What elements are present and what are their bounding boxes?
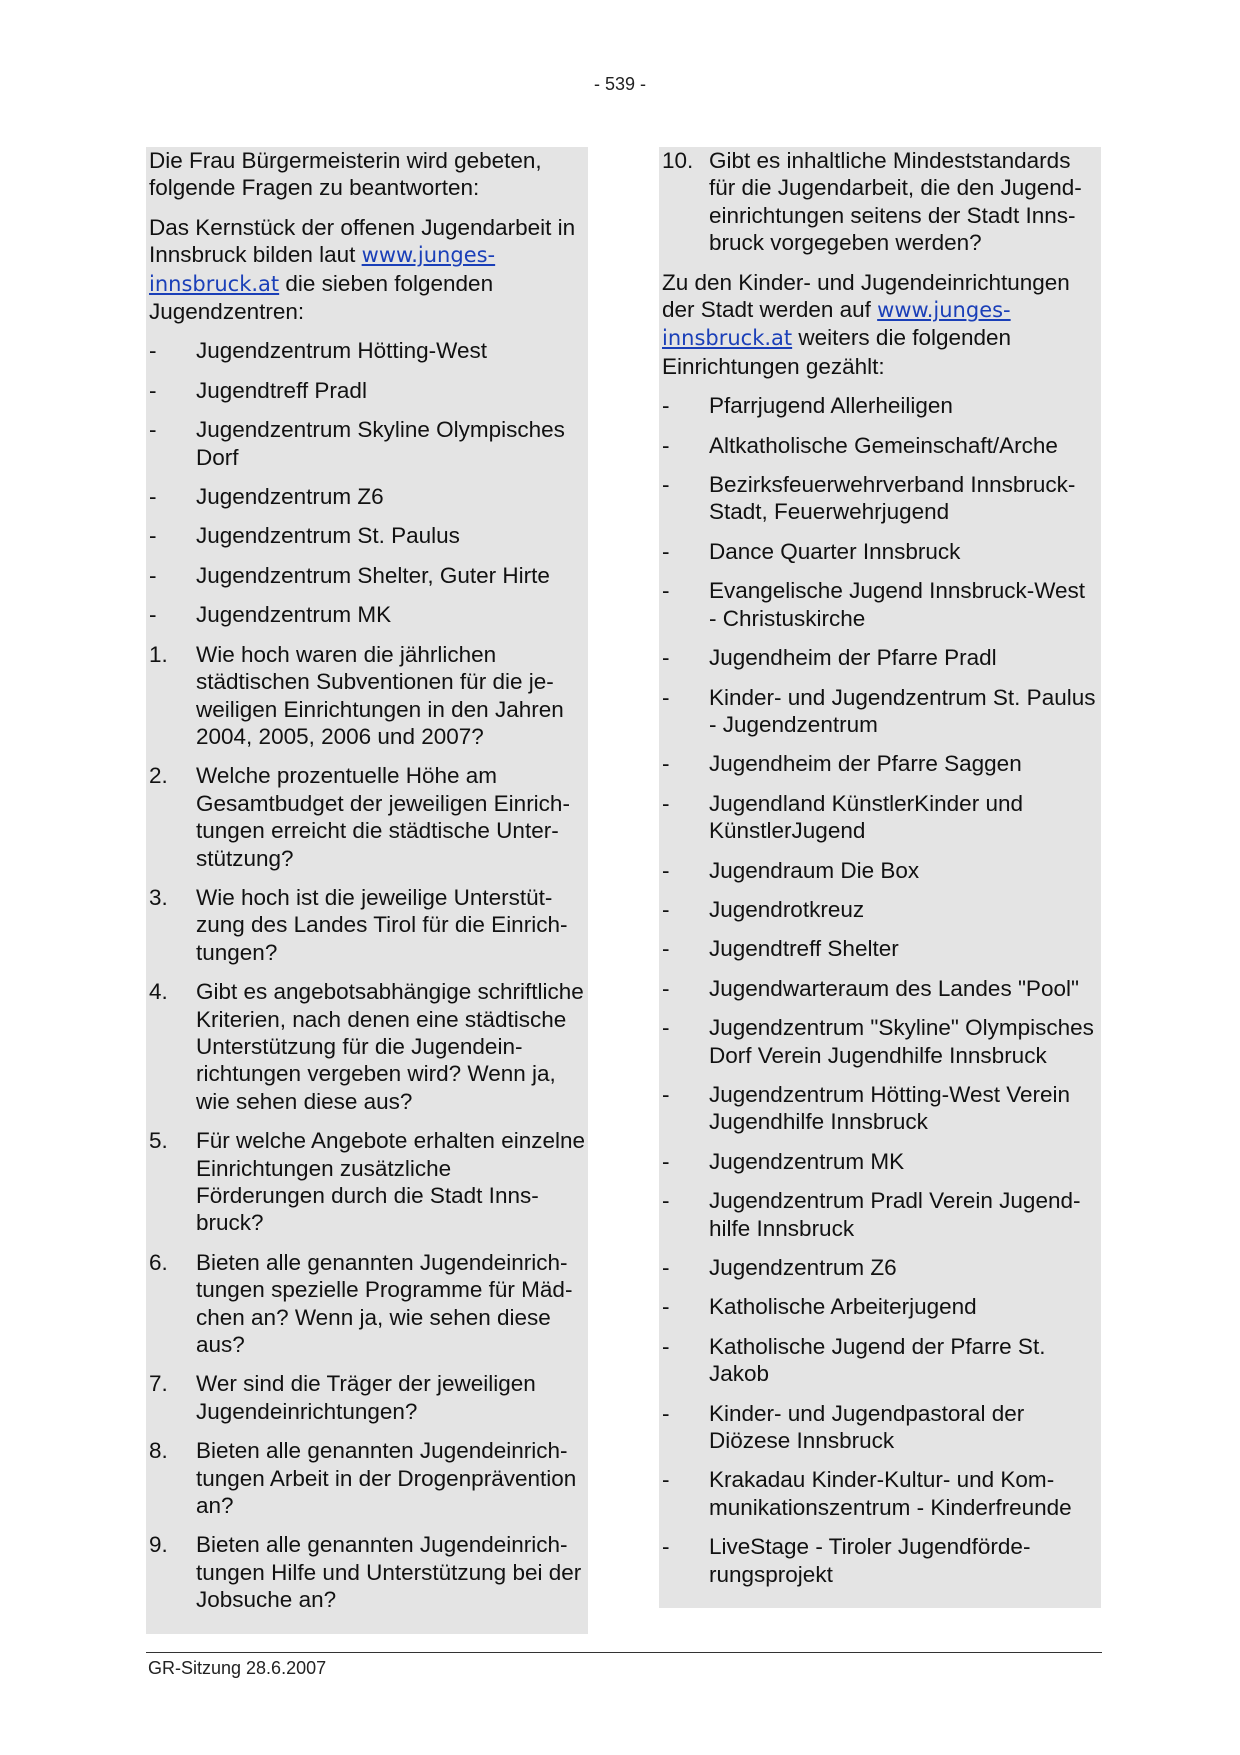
bullet-dash: - bbox=[662, 684, 670, 710]
question-item bbox=[149, 1531, 585, 1613]
left-column bbox=[146, 147, 588, 1634]
intro-before-link: Das Kernstück der offenen Jugendarbeit in Innsbruck bilden laut bbox=[149, 214, 576, 268]
bullet-dash: - bbox=[149, 602, 157, 628]
list-item-text: Jugendzentrum MK bbox=[196, 602, 392, 628]
footer-divider bbox=[146, 1652, 1102, 1653]
question-number: 8. bbox=[149, 1438, 168, 1464]
list-item-text: Pfarrjugend Allerheiligen bbox=[709, 393, 953, 419]
question-item bbox=[149, 762, 585, 872]
bullet-dash: - bbox=[662, 857, 670, 883]
list-item-text: LiveStage - Tiroler Jugendförderungsprojekt bbox=[709, 1534, 1031, 1587]
institutions-intro bbox=[662, 269, 1098, 381]
list-item bbox=[662, 684, 1098, 739]
question-text: Wie hoch ist die jeweilige Unterstützung des Landes Tirol für die Einrichtungen? bbox=[196, 884, 568, 965]
question-item bbox=[149, 1127, 585, 1237]
bullet-dash: - bbox=[662, 1148, 670, 1174]
list-item-text: Katholische Arbeiterjugend bbox=[709, 1294, 977, 1320]
list-item bbox=[662, 471, 1098, 526]
bullet-dash: - bbox=[662, 432, 670, 458]
list-item-text: Jugendzentrum Hötting-West Verein Jugendhilfe Innsbruck bbox=[709, 1081, 1071, 1135]
list-item-text: Jugendtreff Pradl bbox=[196, 377, 367, 403]
list-item-text: Jugendland KünstlerKinder und KünstlerJugend bbox=[709, 790, 1023, 844]
bullet-dash: - bbox=[662, 393, 670, 419]
list-item-text: Jugendheim der Pfarre Pradl bbox=[709, 645, 997, 671]
question-item bbox=[149, 884, 585, 966]
junges-innsbruck-link[interactable]: www.junges-innsbruck.at bbox=[662, 298, 1011, 351]
list-item-text: Jugendwarteraum des Landes "Pool" bbox=[709, 975, 1079, 1001]
list-item bbox=[662, 1187, 1098, 1242]
question-text: Wie hoch waren die jährlichen städtischen Subventionen für die jeweiligen Einrichtungen in den Jahren 2004, 2005, 2006 und 2007? bbox=[196, 641, 564, 749]
list-item-text: Jugendheim der Pfarre Saggen bbox=[709, 751, 1022, 777]
bullet-dash: - bbox=[662, 1400, 670, 1426]
list-item-text: Jugendzentrum Pradl Verein Jugendhilfe Innsbruck bbox=[709, 1188, 1081, 1241]
bullet-dash: - bbox=[662, 1467, 670, 1493]
bullet-dash: - bbox=[662, 975, 670, 1001]
list-item bbox=[149, 522, 585, 549]
junges-innsbruck-link[interactable]: www.junges-innsbruck.at bbox=[149, 243, 496, 296]
list-item bbox=[149, 377, 585, 404]
intro-after-link: weiters die folgenden Einrichtungen gezählt: bbox=[662, 325, 1012, 379]
intro-jugendzentren bbox=[149, 214, 585, 326]
youth-center-list bbox=[149, 337, 585, 628]
list-item-text: Kinder- und Jugendzentrum St. Paulus - Jugendzentrum bbox=[709, 684, 1096, 737]
list-item bbox=[662, 538, 1098, 565]
bullet-dash: - bbox=[662, 1534, 670, 1560]
list-item-text: Dance Quarter Innsbruck bbox=[709, 538, 961, 564]
question-text: Für welche Angebote erhalten einzelne Einrichtungen zusätzliche Förderungen durch die Stadt Innsbruck? bbox=[196, 1128, 586, 1236]
question-text: Gibt es angebotsabhängige schriftliche Kriterien, nach denen eine städtische Unterstützung für die Jugendeinrichtungen vergeben wird? Wenn ja, wie sehen diese aus? bbox=[196, 979, 584, 1114]
bullet-dash: - bbox=[149, 523, 157, 549]
list-item-text: Jugendzentrum Z6 bbox=[196, 484, 384, 510]
list-item bbox=[662, 1466, 1098, 1521]
bullet-dash: - bbox=[149, 562, 157, 588]
list-item bbox=[662, 790, 1098, 845]
list-item bbox=[662, 896, 1098, 923]
question-list bbox=[149, 641, 585, 1614]
list-item bbox=[662, 1400, 1098, 1455]
bullet-dash: - bbox=[662, 578, 670, 604]
list-item bbox=[662, 577, 1098, 632]
bullet-dash: - bbox=[149, 377, 157, 403]
bullet-dash: - bbox=[662, 645, 670, 671]
question-item bbox=[662, 147, 1098, 257]
intro-text: Die Frau Bürgermeisterin wird gebeten, folgende Fragen zu beantworten: bbox=[149, 148, 542, 201]
list-item bbox=[662, 750, 1098, 777]
question-number: 6. bbox=[149, 1249, 168, 1275]
list-item bbox=[662, 1293, 1098, 1320]
bullet-dash: - bbox=[662, 1255, 670, 1280]
list-item-text: Altkatholische Gemeinschaft/Arche bbox=[709, 432, 1058, 458]
bullet-dash: - bbox=[662, 1015, 670, 1041]
list-item bbox=[662, 935, 1098, 962]
question-number: 4. bbox=[149, 979, 168, 1005]
list-item bbox=[662, 392, 1098, 419]
bullet-dash: - bbox=[662, 751, 670, 777]
list-item bbox=[149, 416, 585, 471]
question-item bbox=[149, 1437, 585, 1519]
list-item-text: Jugendzentrum St. Paulus bbox=[196, 523, 460, 549]
bullet-dash: - bbox=[149, 417, 157, 443]
list-item-text: Evangelische Jugend Innsbruck-West - Christuskirche bbox=[709, 578, 1086, 631]
question-number: 3. bbox=[149, 884, 168, 910]
bullet-dash: - bbox=[662, 1188, 670, 1214]
list-item-text: Jugendzentrum Hötting-West bbox=[196, 338, 487, 364]
bullet-dash: - bbox=[662, 472, 670, 498]
question-text: Welche prozentuelle Höhe am Gesamtbudget der jeweiligen Einrichtungen erreicht die städtische Unterstützung? bbox=[196, 763, 570, 871]
list-item bbox=[662, 1014, 1098, 1069]
list-item-text: Jugendrotkreuz bbox=[709, 896, 865, 922]
question-text: Bieten alle genannten Jugendeinrichtungen Arbeit in der Drogenprävention an? bbox=[196, 1438, 577, 1519]
intro-before-link: Zu den Kinder- und Jugendeinrichtungen der Stadt werden auf bbox=[662, 269, 1070, 323]
question-number: 1. bbox=[149, 641, 168, 667]
question-item bbox=[149, 1370, 585, 1425]
right-column bbox=[659, 147, 1101, 1608]
list-item bbox=[662, 975, 1098, 1002]
question-text: Bieten alle genannten Jugendeinrichtungen Hilfe und Unterstützung bei der Jobsuche an? bbox=[196, 1532, 582, 1613]
list-item bbox=[662, 857, 1098, 884]
bullet-dash: - bbox=[662, 1294, 670, 1320]
list-item bbox=[149, 337, 585, 364]
bullet-dash: - bbox=[662, 790, 670, 816]
question-text: Wer sind die Träger der jeweiligen Jugendeinrichtungen? bbox=[196, 1371, 536, 1424]
question-text: Bieten alle genannten Jugendeinrichtungen spezielle Programme für Mädchen an? Wenn ja, wie sehen diese aus? bbox=[196, 1249, 573, 1358]
list-item bbox=[662, 432, 1098, 459]
bullet-dash: - bbox=[149, 338, 157, 364]
bullet-dash: - bbox=[149, 484, 157, 510]
bullet-dash: - bbox=[662, 538, 670, 564]
list-item-text: Bezirksfeuerwehrverband Innsbruck-Stadt, Feuerwehrjugend bbox=[709, 472, 1076, 525]
bullet-dash: - bbox=[662, 936, 670, 962]
question-number: 10. bbox=[662, 148, 694, 173]
question-item bbox=[149, 1249, 585, 1359]
list-item bbox=[149, 562, 585, 589]
list-item-text: Jugendtreff Shelter bbox=[709, 936, 899, 962]
intro-after-link: die sieben folgenden Jugendzentren: bbox=[149, 270, 494, 325]
list-item-text: Krakadau Kinder-Kultur- und Kommunikationszentrum - Kinderfreunde bbox=[709, 1467, 1072, 1520]
list-item bbox=[662, 1333, 1098, 1388]
list-item bbox=[662, 1533, 1098, 1588]
question-number: 5. bbox=[149, 1128, 168, 1154]
list-item-text: Jugendzentrum Shelter, Guter Hirte bbox=[196, 562, 550, 588]
list-item bbox=[149, 483, 585, 510]
list-item-text: Jugendzentrum Z6 bbox=[709, 1255, 897, 1280]
bullet-dash: - bbox=[662, 1333, 670, 1359]
question-number: 9. bbox=[149, 1532, 168, 1558]
question-number: 7. bbox=[149, 1371, 168, 1397]
list-item-text: Jugendzentrum "Skyline" Olympisches Dorf Verein Jugendhilfe Innsbruck bbox=[709, 1015, 1094, 1068]
bullet-dash: - bbox=[662, 896, 670, 922]
list-item bbox=[662, 644, 1098, 671]
bullet-dash: - bbox=[662, 1081, 670, 1107]
list-item bbox=[662, 1254, 1098, 1281]
list-item-text: Kinder- und Jugendpastoral der Diözese Innsbruck bbox=[709, 1400, 1025, 1454]
page-number: - 539 - bbox=[593, 74, 647, 94]
list-item-text: Jugendraum Die Box bbox=[709, 857, 920, 883]
question-item bbox=[149, 641, 585, 751]
list-item bbox=[662, 1081, 1098, 1136]
list-item-text: Katholische Jugend der Pfarre St. Jakob bbox=[709, 1333, 1046, 1387]
footer-session-date: GR-Sitzung 28.6.2007 bbox=[148, 1658, 327, 1678]
question-text: Gibt es inhaltliche Mindeststandards für die Jugendarbeit, die den Jugendeinrichtungen seitens der Stadt Innsbruck vorgegeben werden? bbox=[709, 148, 1082, 256]
list-item bbox=[662, 1148, 1098, 1175]
list-item bbox=[149, 601, 585, 628]
list-item-text: Jugendzentrum Skyline Olympisches Dorf bbox=[196, 417, 565, 470]
institution-list bbox=[662, 392, 1098, 1588]
list-item-text: Jugendzentrum MK bbox=[709, 1148, 905, 1174]
question-number: 2. bbox=[149, 763, 168, 789]
question-item bbox=[149, 978, 585, 1115]
